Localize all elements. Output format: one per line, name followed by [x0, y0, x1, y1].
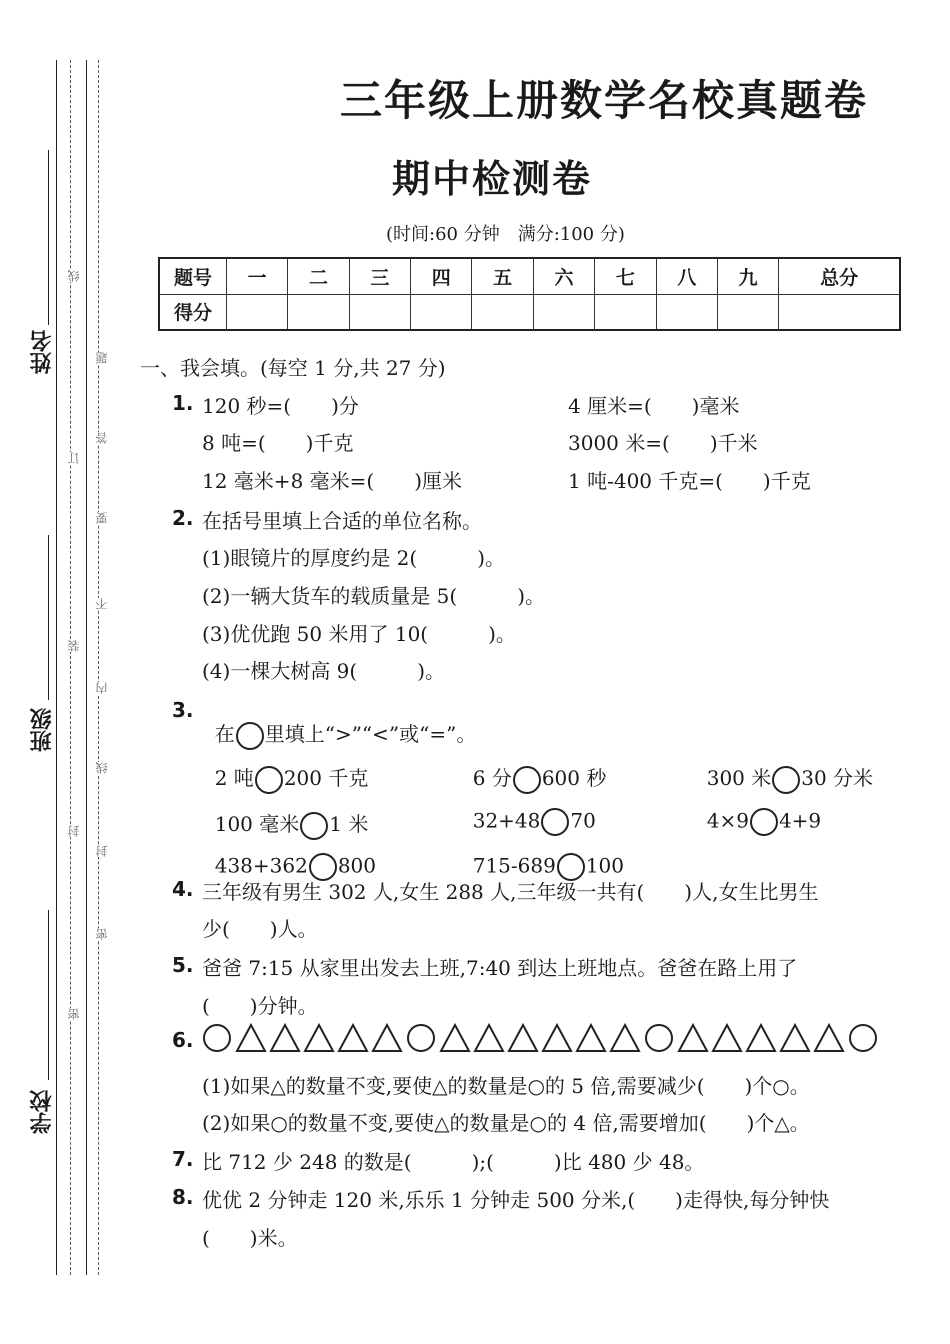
question-number: 6. [172, 1028, 194, 1052]
compare-left: 100 毫米 [214, 812, 300, 836]
compare-left: 32+48 [472, 808, 541, 833]
shape-sequence [200, 1022, 880, 1054]
triangle-shape-icon [574, 1022, 608, 1054]
compare-circle[interactable] [750, 808, 778, 836]
compare-item [694, 784, 821, 836]
q5-line: 爸爸 7:15 从家里出发去上班,7:40 到达上班地点。爸爸在路上用了 [202, 956, 798, 980]
margin-char: 密 [95, 928, 109, 940]
margin-rule-dashed [98, 60, 99, 1275]
margin-char: 封 [95, 845, 109, 857]
score-cell[interactable] [779, 294, 900, 330]
name-label: 姓名 [30, 330, 55, 374]
page-title: 三年级上册数学名校真题卷 [340, 76, 869, 125]
score-table-col: 九 [717, 258, 778, 294]
triangle-shape-icon [608, 1022, 642, 1054]
margin-char: 装 [67, 640, 81, 652]
triangle-shape-icon [710, 1022, 744, 1054]
triangle-shape-icon [812, 1022, 846, 1054]
margin-char: 答 [95, 432, 109, 444]
circle-shape-icon [404, 1022, 438, 1054]
margin-char: 订 [67, 452, 81, 464]
question-number: 4. [172, 877, 194, 901]
score-table-row-head: 题号 [159, 258, 227, 294]
q5-line: ( )分钟。 [202, 994, 318, 1018]
q6-sub: (2)如果○的数量不变,要使△的数量是○的 4 倍,需要增加( )个△。 [202, 1111, 810, 1135]
compare-right: 30 分米 [801, 766, 874, 790]
q2-item: (2)一辆大货车的载质量是 5( )。 [202, 584, 546, 608]
triangle-shape-icon [336, 1022, 370, 1054]
triangle-shape-icon [506, 1022, 540, 1054]
circle-shape-icon [846, 1022, 880, 1054]
score-table-col: 四 [411, 258, 472, 294]
triangle-shape-icon [676, 1022, 710, 1054]
compare-left: 6 分 [472, 766, 512, 790]
compare-left: 438+362 [214, 853, 308, 878]
q2-stem: 在括号里填上合适的单位名称。 [202, 509, 482, 533]
q4-line: 三年级有男生 302 人,女生 288 人,三年级一共有( )人,女生比男生 [202, 880, 819, 904]
q1-item: 1 吨-400 千克=( )千克 [568, 469, 811, 493]
margin-rule-dotted [70, 60, 71, 1275]
score-cell[interactable] [411, 294, 472, 330]
score-cell[interactable] [656, 294, 717, 330]
q3-stem-start: 在 [214, 722, 235, 746]
triangle-shape-icon [234, 1022, 268, 1054]
circle-shape-icon [200, 1022, 234, 1054]
score-table-col: 七 [595, 258, 656, 294]
compare-item [202, 829, 376, 881]
score-cell[interactable] [472, 294, 533, 330]
school-label: 学校 [30, 1090, 55, 1134]
triangle-shape-icon [744, 1022, 778, 1054]
q4-line: 少( )人。 [202, 917, 318, 941]
margin-char: 题 [95, 352, 109, 364]
question-number: 1. [172, 391, 194, 415]
triangle-shape-icon [302, 1022, 336, 1054]
question-number: 2. [172, 506, 194, 530]
compare-item [460, 829, 624, 881]
class-underline[interactable] [48, 535, 49, 700]
section-heading: 一、我会填。(每空 1 分,共 27 分) [140, 356, 446, 380]
q2-item: (4)一棵大树高 9( )。 [202, 659, 446, 683]
triangle-shape-icon [472, 1022, 506, 1054]
score-cell[interactable] [227, 294, 288, 330]
page-subtitle: 期中检测卷 [392, 157, 593, 201]
margin-char: 要 [95, 512, 109, 524]
margin-char: 密 [67, 1008, 81, 1020]
score-table-col: 八 [656, 258, 717, 294]
q2-item: (1)眼镜片的厚度约是 2( )。 [202, 546, 506, 570]
class-label: 班级 [30, 708, 55, 752]
compare-right: 600 秒 [541, 766, 607, 790]
score-table-header-row [159, 258, 900, 294]
compare-right: 100 [585, 853, 625, 878]
question-number: 7. [172, 1147, 194, 1171]
compare-right: 70 [570, 808, 596, 833]
compare-left: 715-689 [472, 853, 556, 878]
compare-left: 4×9 [706, 808, 749, 833]
margin-char: 不 [95, 598, 109, 610]
margin-char: 封 [67, 825, 81, 837]
compare-right: 1 米 [329, 812, 369, 836]
question-number: 5. [172, 953, 194, 977]
q1-item: 4 厘米=( )毫米 [568, 394, 740, 418]
question-number: 8. [172, 1185, 194, 1209]
score-table-row-head: 得分 [159, 294, 227, 330]
compare-right: 800 [337, 853, 377, 878]
compare-left: 300 米 [706, 766, 772, 790]
score-table-col: 总分 [779, 258, 900, 294]
circle-shape-icon [642, 1022, 676, 1054]
score-cell[interactable] [288, 294, 349, 330]
score-table-col: 三 [349, 258, 410, 294]
margin-rule-inner [86, 60, 87, 1275]
q3-stem-rest: 里填上“>”“<”或“=”。 [264, 722, 477, 746]
compare-right: 4+9 [778, 808, 822, 833]
score-cell[interactable] [595, 294, 656, 330]
score-cell[interactable] [533, 294, 594, 330]
compare-left: 2 吨 [214, 766, 254, 790]
score-table-col: 六 [533, 258, 594, 294]
q1-item: 120 秒=( )分 [202, 394, 359, 418]
triangle-shape-icon [370, 1022, 404, 1054]
score-table-col: 一 [227, 258, 288, 294]
q8-line: ( )米。 [202, 1226, 298, 1250]
score-table-col: 二 [288, 258, 349, 294]
school-underline[interactable] [48, 910, 49, 1080]
exam-info: (时间:60 分钟 满分:100 分) [386, 224, 625, 245]
margin-char: 内 [95, 682, 109, 694]
q1-item: 12 毫米+8 毫米=( )厘米 [202, 469, 463, 493]
q1-item: 3000 米=( )千米 [568, 431, 758, 455]
compare-right: 200 千克 [283, 766, 369, 790]
score-table-col: 五 [472, 258, 533, 294]
score-cell[interactable] [717, 294, 778, 330]
q2-item: (3)优优跑 50 米用了 10( )。 [202, 622, 516, 646]
score-table-score-row [159, 294, 900, 330]
score-table [158, 257, 901, 331]
margin-char: 线 [95, 762, 109, 774]
triangle-shape-icon [778, 1022, 812, 1054]
name-underline[interactable] [48, 150, 49, 325]
q7-text: 比 712 少 248 的数是( );( )比 480 少 48。 [202, 1150, 705, 1174]
triangle-shape-icon [268, 1022, 302, 1054]
question-number: 3. [172, 698, 194, 722]
score-cell[interactable] [349, 294, 410, 330]
q6-sub: (1)如果△的数量不变,要使△的数量是○的 5 倍,需要减少( )个○。 [202, 1074, 810, 1098]
triangle-shape-icon [438, 1022, 472, 1054]
margin-char: 线 [67, 270, 81, 282]
q1-item: 8 吨=( )千克 [202, 431, 354, 455]
q8-line: 优优 2 分钟走 120 米,乐乐 1 分钟走 500 分米,( )走得快,每分钟快 [202, 1188, 830, 1212]
triangle-shape-icon [540, 1022, 574, 1054]
